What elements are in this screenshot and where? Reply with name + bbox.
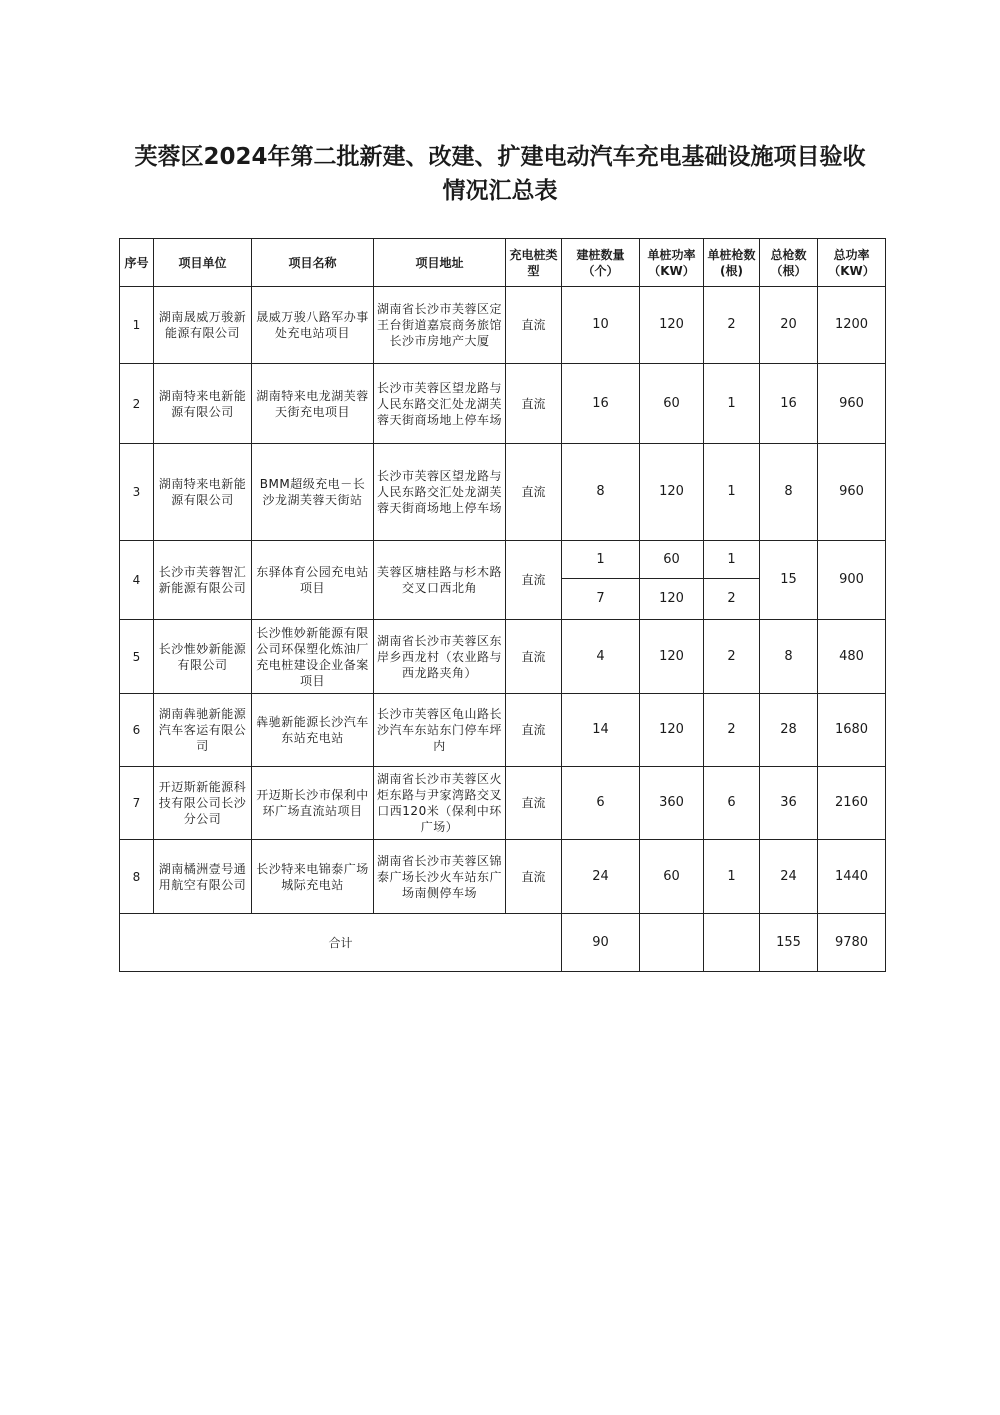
cell-total-guns: 24	[760, 840, 818, 914]
header-row	[120, 239, 886, 287]
cell-name: 晟威万骏八路军办事处充电站项目	[252, 287, 374, 364]
cell-type: 直流	[506, 444, 562, 541]
cell-name: 长沙惟妙新能源有限公司环保塑化炼油厂充电桩建设企业备案项目	[252, 620, 374, 694]
cell-name: BMM超级充电－长沙龙湖芙蓉天街站	[252, 444, 374, 541]
total-label: 合计	[120, 914, 562, 972]
cell-seq: 4	[120, 541, 154, 620]
cell-unit: 长沙惟妙新能源有限公司	[154, 620, 252, 694]
header-name: 项目名称	[252, 239, 374, 287]
cell-name: 东驿体育公园充电站项目	[252, 541, 374, 620]
cell-power: 60	[640, 364, 704, 444]
header-type: 充电桩类型	[506, 239, 562, 287]
cell-total-guns: 28	[760, 694, 818, 767]
header-seq: 序号	[120, 239, 154, 287]
cell-count: 7	[562, 579, 640, 620]
cell-name: 犇驰新能源长沙汽车东站充电站	[252, 694, 374, 767]
cell-seq: 3	[120, 444, 154, 541]
cell-power: 120	[640, 579, 704, 620]
cell-total-guns: 8	[760, 444, 818, 541]
cell-type: 直流	[506, 364, 562, 444]
cell-power: 120	[640, 694, 704, 767]
cell-unit: 湖南特来电新能源有限公司	[154, 364, 252, 444]
cell-name: 湖南特来电龙湖芙蓉天街充电项目	[252, 364, 374, 444]
cell-count: 16	[562, 364, 640, 444]
cell-total-power: 480	[818, 620, 886, 694]
cell-address: 长沙市芙蓉区望龙路与人民东路交汇处龙湖芙蓉天街商场地上停车场	[374, 444, 506, 541]
cell-seq: 5	[120, 620, 154, 694]
cell-guns: 2	[704, 620, 760, 694]
cell-guns: 6	[704, 767, 760, 840]
cell-type: 直流	[506, 694, 562, 767]
cell-total-guns: 8	[760, 620, 818, 694]
cell-guns: 2	[704, 287, 760, 364]
cell-unit: 开迈斯新能源科技有限公司长沙分公司	[154, 767, 252, 840]
cell-power: 60	[640, 840, 704, 914]
cell-count: 4	[562, 620, 640, 694]
cell-total-power: 1440	[818, 840, 886, 914]
header-total-guns: 总枪数（根）	[760, 239, 818, 287]
header-unit: 项目单位	[154, 239, 252, 287]
cell-unit: 长沙市芙蓉智汇新能源有限公司	[154, 541, 252, 620]
cell-power: 120	[640, 444, 704, 541]
table-row	[120, 541, 886, 579]
total-count: 90	[562, 914, 640, 972]
title-line-2: 情况汇总表	[442, 178, 558, 204]
cell-count: 10	[562, 287, 640, 364]
cell-total-power: 1680	[818, 694, 886, 767]
cell-power: 360	[640, 767, 704, 840]
cell-count: 6	[562, 767, 640, 840]
cell-count: 1	[562, 541, 640, 579]
cell-type: 直流	[506, 287, 562, 364]
total-power	[640, 914, 704, 972]
table-row	[120, 694, 886, 767]
cell-power: 120	[640, 287, 704, 364]
cell-type: 直流	[506, 767, 562, 840]
cell-guns: 2	[704, 694, 760, 767]
cell-guns: 2	[704, 579, 760, 620]
cell-address: 湖南省长沙市芙蓉区东岸乡西龙村（农业路与西龙路夹角）	[374, 620, 506, 694]
cell-type: 直流	[506, 840, 562, 914]
table-row	[120, 287, 886, 364]
table-row	[120, 767, 886, 840]
cell-guns: 1	[704, 541, 760, 579]
cell-total-guns: 15	[760, 541, 818, 620]
cell-unit: 湖南特来电新能源有限公司	[154, 444, 252, 541]
table-row	[120, 364, 886, 444]
cell-unit: 湖南犇驰新能源汽车客运有限公司	[154, 694, 252, 767]
document-title	[100, 140, 900, 208]
cell-guns: 1	[704, 364, 760, 444]
table-row	[120, 840, 886, 914]
cell-total-power: 960	[818, 444, 886, 541]
header-address: 项目地址	[374, 239, 506, 287]
cell-seq: 8	[120, 840, 154, 914]
cell-count: 24	[562, 840, 640, 914]
cell-type: 直流	[506, 541, 562, 620]
header-count: 建桩数量（个）	[562, 239, 640, 287]
cell-address: 湖南省长沙市芙蓉区火炬东路与尹家湾路交叉口西120米（保利中环广场）	[374, 767, 506, 840]
cell-name: 长沙特来电锦泰广场城际充电站	[252, 840, 374, 914]
cell-total-power: 1200	[818, 287, 886, 364]
total-total-guns: 155	[760, 914, 818, 972]
total-total-power: 9780	[818, 914, 886, 972]
cell-address: 长沙市芙蓉区望龙路与人民东路交汇处龙湖芙蓉天街商场地上停车场	[374, 364, 506, 444]
cell-type: 直流	[506, 620, 562, 694]
cell-total-power: 960	[818, 364, 886, 444]
cell-address: 湖南省长沙市芙蓉区定王台街道嘉宸商务旅馆长沙市房地产大厦	[374, 287, 506, 364]
cell-total-guns: 16	[760, 364, 818, 444]
cell-seq: 6	[120, 694, 154, 767]
cell-address: 长沙市芙蓉区龟山路长沙汽车东站东门停车坪内	[374, 694, 506, 767]
cell-address: 湖南省长沙市芙蓉区锦泰广场长沙火车站东广场南侧停车场	[374, 840, 506, 914]
cell-seq: 7	[120, 767, 154, 840]
cell-total-power: 900	[818, 541, 886, 620]
cell-name: 开迈斯长沙市保利中环广场直流站项目	[252, 767, 374, 840]
cell-address: 芙蓉区塘桂路与杉木路交叉口西北角	[374, 541, 506, 620]
cell-power: 60	[640, 541, 704, 579]
title-line-1: 芙蓉区2024年第二批新建、改建、扩建电动汽车充电基础设施项目验收	[134, 144, 866, 170]
cell-unit: 湖南橘洲壹号通用航空有限公司	[154, 840, 252, 914]
total-row	[120, 914, 886, 972]
header-power: 单桩功率（KW）	[640, 239, 704, 287]
cell-seq: 1	[120, 287, 154, 364]
cell-count: 14	[562, 694, 640, 767]
cell-seq: 2	[120, 364, 154, 444]
header-total-power: 总功率（KW）	[818, 239, 886, 287]
header-guns: 单桩枪数(根)	[704, 239, 760, 287]
cell-power: 120	[640, 620, 704, 694]
table-row	[120, 444, 886, 541]
cell-guns: 1	[704, 444, 760, 541]
cell-count: 8	[562, 444, 640, 541]
total-guns	[704, 914, 760, 972]
cell-guns: 1	[704, 840, 760, 914]
cell-total-power: 2160	[818, 767, 886, 840]
cell-total-guns: 36	[760, 767, 818, 840]
cell-total-guns: 20	[760, 287, 818, 364]
summary-table	[119, 238, 886, 972]
table-row	[120, 620, 886, 694]
cell-unit: 湖南晟威万骏新能源有限公司	[154, 287, 252, 364]
